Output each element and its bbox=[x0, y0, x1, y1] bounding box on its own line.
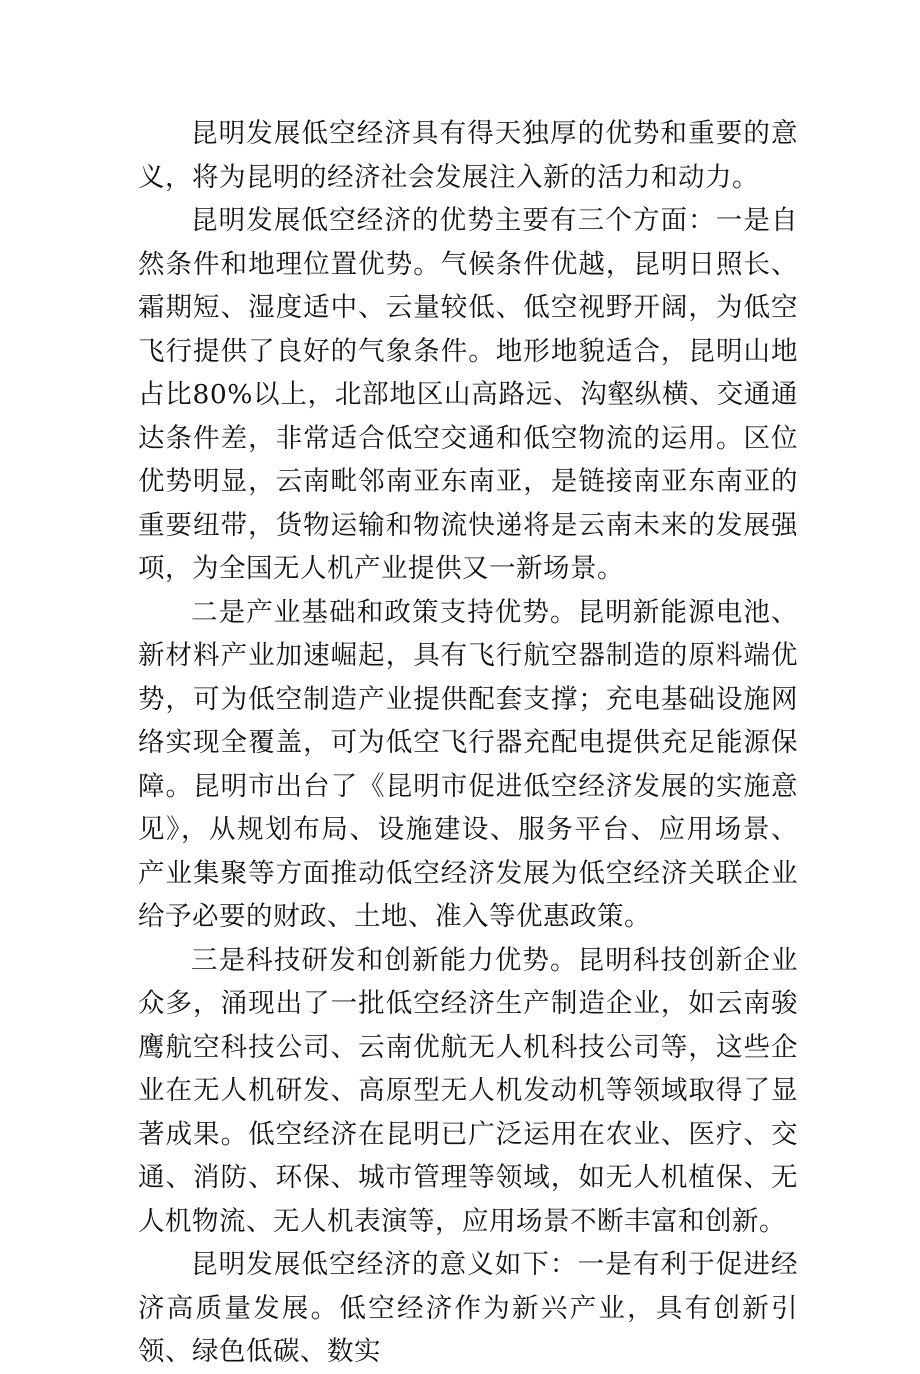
paragraph-intro: 昆明发展低空经济具有得天独厚的优势和重要的意义，将为昆明的经济社会发展注入新的活力和动力。 bbox=[138, 118, 798, 193]
paragraph-advantage-industry: 二是产业基础和政策支持优势。昆明新能源电池、新材料产业加速崛起，具有飞行航空器制造的原料端优势，可为低空制造产业提供配套支撑；充电基础设施网络实现全覆盖，可为低空飞行器充配电提供充足能源保障。昆明市出台了《昆明市促进低空经济发展的实施意见》，从规划布局、设施建设、服务平台、应用场景、产业集聚等方面推动低空经济发展为低空经济关联企业给予必要的财政、土地、准入等优惠政策。 bbox=[138, 596, 798, 932]
document-body bbox=[138, 112, 798, 1374]
paragraph-significance: 昆明发展低空经济的意义如下：一是有利于促进经济高质量发展。低空经济作为新兴产业，具有创新引领、绿色低碳、数实 bbox=[138, 1249, 798, 1367]
paragraph-advantage-natural: 昆明发展低空经济的优势主要有三个方面：一是自然条件和地理位置优势。气候条件优越，昆明日照长、霜期短、湿度适中、云量较低、低空视野开阔，为低空飞行提供了良好的气象条件。地形地貌适合，昆明山地占比80%以上，北部地区山高路远、沟壑纵横、交通通达条件差，非常适合低空交通和低空物流的运用。区位优势明显，云南毗邻南亚东南亚，是链接南亚东南亚的重要纽带，货物运输和物流快递将是云南未来的发展强项，为全国无人机产业提供又一新场景。 bbox=[138, 205, 798, 584]
paragraph-advantage-tech: 三是科技研发和创新能力优势。昆明科技创新企业众多，涌现出了一批低空经济生产制造企业，如云南骏鹰航空科技公司、云南优航无人机科技公司等，这些企业在无人机研发、高原型无人机发动机等领域取得了显著成果。低空经济在昆明已广泛运用在农业、医疗、交通、消防、环保、城市管理等领域，如无人机植保、无人机物流、无人机表演等，应用场景不断丰富和创新。 bbox=[138, 944, 798, 1237]
